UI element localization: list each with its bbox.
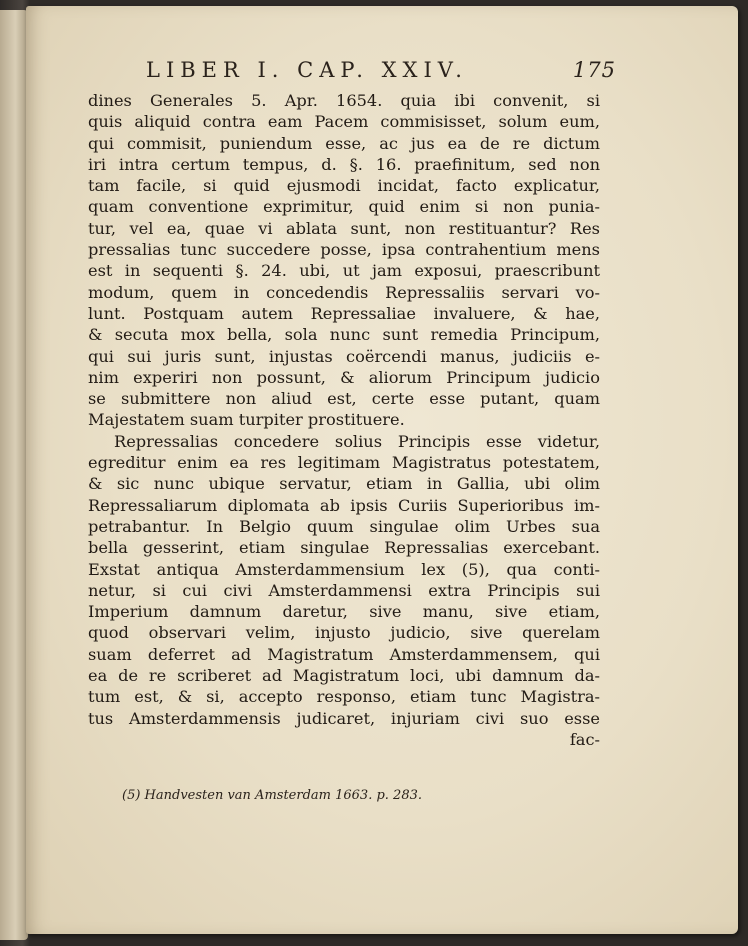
- text-line: & secuta mox bella, sola nunc sunt remedia Principum,: [88, 325, 600, 345]
- text-line: petrabantur. In Belgio quum singulae olim Urbes sua: [88, 516, 600, 536]
- text-line: & sic nunc ubique servatur, etiam in Gallia, ubi olim: [88, 474, 600, 494]
- text-line: Imperium damnum daretur, sive manu, sive etiam,: [88, 602, 600, 622]
- running-head: [146, 58, 616, 82]
- text-line: suam deferret ad Magistratum Amsterdammensem, qui: [88, 644, 600, 664]
- footnote: (5) Handvesten van Amsterdam 1663. p. 283.: [122, 788, 422, 803]
- text-line: Repressalias concedere solius Principis esse videtur,: [114, 431, 600, 451]
- text-line: tur, vel ea, quae vi ablata sunt, non restituantur? Res: [88, 218, 600, 238]
- text-line: tam facile, si quid ejusmodi incidat, facto explicatur,: [88, 176, 600, 196]
- text-line: netur, si cui civi Amsterdammensi extra Principis sui: [88, 580, 600, 600]
- paragraph-2: [88, 431, 600, 729]
- text-line: quod observari velim, injusto judicio, sive querelam: [88, 623, 600, 643]
- text-line: egreditur enim ea res legitimam Magistratus potestatem,: [88, 453, 600, 473]
- text-line: dines Generales 5. Apr. 1654. quia ibi convenit, si: [88, 91, 600, 110]
- paragraph-1: [88, 90, 600, 431]
- facing-page-edge: [0, 10, 28, 940]
- text-line: se submittere non aliud est, certe esse putant, quam: [88, 389, 600, 409]
- text-line: lunt. Postquam autem Repressaliae invaluere, & hae,: [88, 303, 600, 323]
- text-line: ea de re scriberet ad Magistratum loci, ubi damnum da-: [88, 666, 600, 686]
- text-line: Exstat antiqua Amsterdammensium lex (5), qua conti-: [88, 559, 600, 579]
- text-line: bella gesserint, etiam singulae Repressalias exercebant.: [88, 538, 600, 558]
- text-line: qui commisit, puniendum esse, ac jus ea de re dictum: [88, 133, 600, 153]
- text-line: modum, quem in concedendis Repressaliis servari vo-: [88, 282, 600, 302]
- text-line: quis aliquid contra eam Pacem commisisset, solum eum,: [88, 112, 600, 132]
- text-line: quam conventione exprimitur, quid enim si non punia-: [88, 197, 600, 217]
- text-line: pressalias tunc succedere posse, ipsa contrahentium mens: [88, 240, 600, 260]
- catchword: fac-: [569, 729, 600, 749]
- text-line: tum est, & si, accepto responso, etiam tunc Magistra-: [88, 687, 600, 707]
- text-line: Majestatem suam turpiter prostituere.: [88, 410, 405, 430]
- text-line: iri intra certum tempus, d. §. 16. praefinitum, sed non: [88, 154, 600, 174]
- text-line: qui sui juris sunt, injustas coërcendi manus, judiciis e-: [88, 346, 600, 366]
- book-page: [26, 6, 738, 934]
- body-text: [88, 90, 600, 750]
- text-line: est in sequenti §. 24. ubi, ut jam exposui, praescribunt: [88, 261, 600, 281]
- text-line: tus Amsterdammensis judicaret, injuriam civi suo esse: [88, 708, 600, 728]
- page-number: 175: [572, 58, 616, 82]
- text-line: nim experiri non possunt, & aliorum Principum judicio: [88, 367, 600, 387]
- running-title: LIBER I. CAP. XXIV.: [146, 58, 468, 82]
- text-line: Repressaliarum diplomata ab ipsis Curiis Superioribus im-: [88, 495, 600, 515]
